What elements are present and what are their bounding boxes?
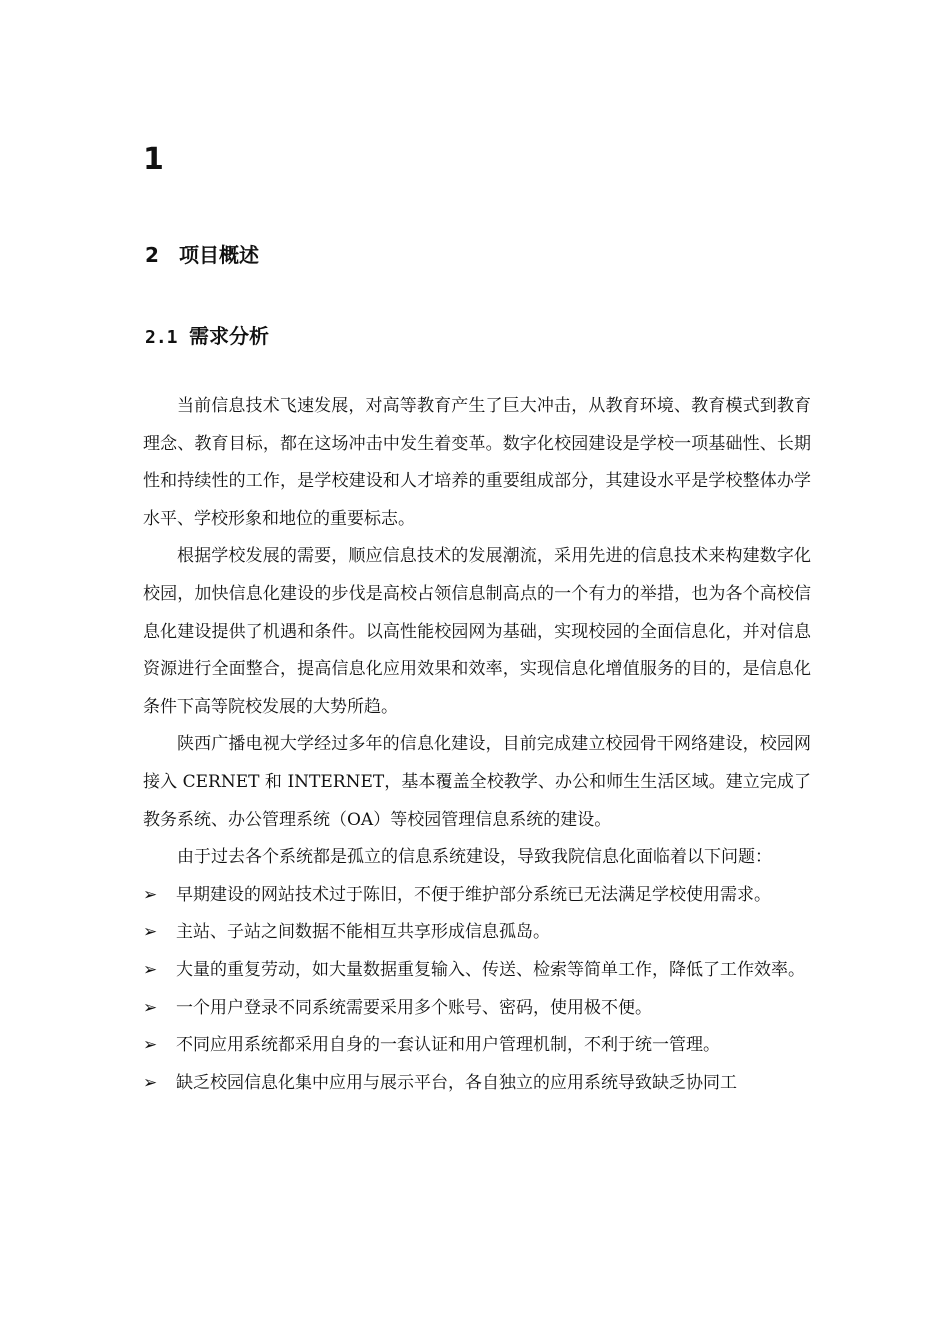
heading-level-2 <box>145 240 259 270</box>
arrow-bullet-icon: ➢ <box>143 1035 158 1056</box>
list-item-text: 大量的重复劳动，如大量数据重复输入、传送、检索等简单工作，降低了工作效率。 <box>176 959 805 980</box>
list-item <box>143 1027 811 1065</box>
heading-3-number: 2.1 <box>145 327 178 348</box>
list-item <box>143 914 811 952</box>
list-item-text: 缺乏校园信息化集中应用与展示平台，各自独立的应用系统导致缺乏协同工 <box>176 1072 737 1093</box>
paragraph: 陕西广播电视大学经过多年的信息化建设，目前完成建立校园骨干网络建设，校园网接入 CERNET 和 INTERNET，基本覆盖全校教学、办公和师生生活区域。建立完成了教务系统、办公管理系统（OA）等校园管理信息系统的建设。 <box>143 734 811 830</box>
arrow-bullet-icon: ➢ <box>143 959 158 980</box>
heading-level-1: 1 <box>143 142 164 177</box>
paragraph: 根据学校发展的需要，顺应信息技术的发展潮流，采用先进的信息技术来构建数字化校园，加快信息化建设的步伐是高校占领信息制高点的一个有力的举措，也为各个高校信息化建设提供了机遇和条件。以高性能校园网为基础，实现校园的全面信息化，并对信息资源进行全面整合，提高信息化应用效果和效率，实现信息化增值服务的目的，是信息化条件下高等院校发展的大势所趋。 <box>143 546 811 717</box>
list-item <box>143 1065 811 1103</box>
issue-list <box>143 877 811 1103</box>
paragraph: 由于过去各个系统都是孤立的信息系统建设，导致我院信息化面临着以下问题： <box>177 847 772 868</box>
paragraph: 当前信息技术飞速发展，对高等教育产生了巨大冲击，从教育环境、教育模式到教育理念、教育目标，都在这场冲击中发生着变革。数字化校园建设是学校一项基础性、长期性和持续性的工作，是学校建设和人才培养的重要组成部分，其建设水平是学校整体办学水平、学校形象和地位的重要标志。 <box>143 396 811 529</box>
list-item-text: 主站、子站之间数据不能相互共享形成信息孤岛。 <box>176 922 550 943</box>
arrow-bullet-icon: ➢ <box>143 997 158 1018</box>
arrow-bullet-icon: ➢ <box>143 884 158 905</box>
arrow-bullet-icon: ➢ <box>143 1072 158 1093</box>
arrow-bullet-icon: ➢ <box>143 922 158 943</box>
list-item <box>143 990 811 1028</box>
heading-3-title: 需求分析 <box>189 324 269 348</box>
list-item <box>143 952 811 990</box>
list-item-text: 早期建设的网站技术过于陈旧，不便于维护部分系统已无法满足学校使用需求。 <box>176 884 771 905</box>
body-text <box>143 388 811 1102</box>
list-item-text: 一个用户登录不同系统需要采用多个账号、密码，使用极不便。 <box>176 997 652 1018</box>
heading-level-3 <box>145 321 269 353</box>
heading-2-number: 2 <box>145 243 159 267</box>
list-item-text: 不同应用系统都采用自身的一套认证和用户管理机制，不利于统一管理。 <box>176 1035 720 1056</box>
list-item <box>143 877 811 915</box>
heading-2-title: 项目概述 <box>179 243 259 267</box>
